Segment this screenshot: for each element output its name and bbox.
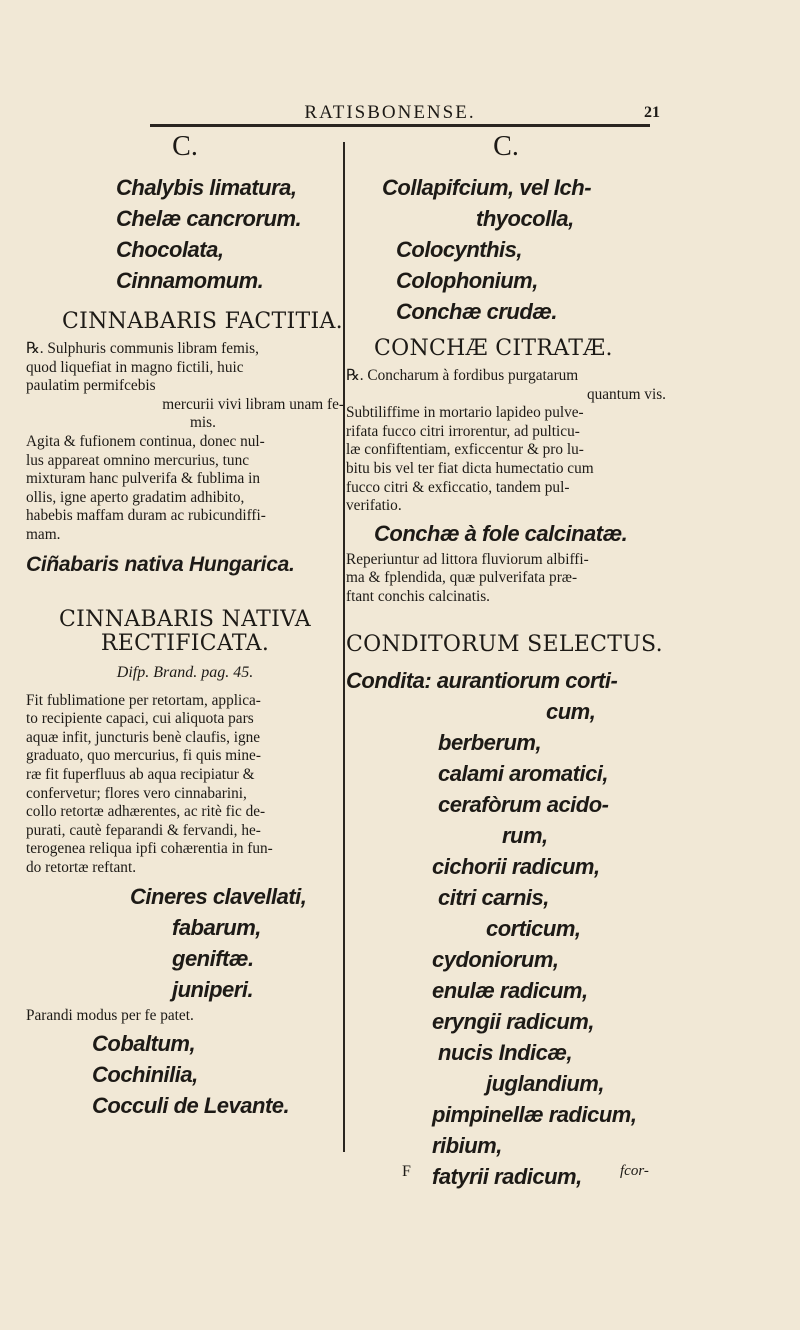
text-line: ℞. Concharum à fordibus purgatarum (346, 367, 579, 384)
text-line: quantum vis. (586, 385, 666, 403)
text-line: mam. (26, 525, 61, 543)
entry: cum, (546, 698, 596, 724)
text-line: purati, cautè feparandi & fervandi, he- (26, 821, 261, 839)
entry: cydoniorum, (432, 946, 559, 972)
entry: cichorii radicum, (432, 853, 600, 879)
right-column (346, 128, 666, 1192)
text-line: aquæ infit, juncturis benè claufis, igne (26, 728, 261, 746)
entry: fatyrii radicum, (432, 1163, 582, 1189)
entry: Cineres clavellati, (130, 884, 307, 910)
section-body (346, 367, 666, 516)
entry: fabarum, (172, 915, 261, 941)
entry: calami aromatici, (438, 760, 609, 786)
entries-group (346, 172, 666, 327)
text-line: to recipiente capaci, cui aliquota pars (26, 710, 254, 728)
entry: citri carnis, (438, 884, 549, 910)
entry: Condita: aurantiorum corti- (346, 667, 618, 693)
text-line: Fit fublimatione per retortam, applica- (26, 691, 261, 709)
section-body (26, 340, 344, 545)
entry: Cinnamomum. (116, 268, 264, 293)
entry: nucis Indicæ, (438, 1039, 573, 1065)
text-line: rifata fucco citri irrorentur, ad pulticu- (346, 422, 580, 440)
entry: ribium, (432, 1132, 502, 1158)
text-line: verifatio. (346, 497, 402, 515)
entries-group (346, 665, 666, 1192)
text-line: bitu bis vel ter fiat dicta humectatio cum (346, 459, 594, 477)
text-line: mis. (190, 414, 216, 432)
running-title: RATISBONENSE. (304, 102, 476, 123)
entry: Cochinilia, (92, 1062, 198, 1088)
section-body (26, 692, 344, 878)
text-line: paulatim permifcebis (26, 377, 156, 395)
entry: Colophonium, (396, 268, 538, 293)
source-reference: Difp. Brand. pag. 45. (116, 663, 254, 681)
entry: Chalybis limatura, (116, 175, 297, 200)
entry: eryngii radicum, (432, 1008, 594, 1034)
entry: berberum, (438, 729, 542, 755)
entry: Colocynthis, (396, 237, 523, 262)
entry: Ciñabaris nativa Hungarica. (26, 552, 295, 576)
text-line: Reperiuntur ad littora fluviorum albiffi- (346, 550, 589, 568)
entry: thyocolla, (476, 206, 574, 231)
text-line: mercurii vivi libram unam fe- (162, 395, 344, 413)
entry: Chelæ cancrorum. (116, 206, 302, 231)
text-line: mixturam hanc pulverifa & fublima in (26, 470, 261, 488)
text-line: collo retortæ adhærentes, ac ritè fic de- (26, 803, 266, 821)
text-line: do retortæ reftant. (26, 858, 137, 876)
entry: geniftæ. (172, 946, 254, 972)
entry: Cobaltum, (92, 1031, 196, 1057)
text-line: ræ fit fuperfluus ab aqua recipiatur & (26, 765, 255, 783)
entries-group (26, 881, 344, 1005)
entry: juglandium, (486, 1070, 604, 1096)
text-line: ma & fplendida, quæ pulverifata præ- (346, 569, 578, 587)
section-heading-group (26, 608, 344, 656)
section-heading: CONCHÆ CITRATÆ. (374, 336, 613, 361)
text-line: ollis, igne aperto gradatim adhibito, (26, 488, 245, 506)
section-heading: RECTIFICATA. (100, 630, 270, 656)
text-line: læ confiftentiam, exficcentur & pro lu- (346, 441, 584, 459)
text-line: Agita & fufionem continua, donec nul- (26, 432, 265, 450)
column-letter: C. (172, 131, 198, 162)
text-line: Subtiliffime in mortario lapideo pulve- (346, 404, 584, 422)
entry: Cocculi de Levante. (92, 1093, 290, 1119)
text-line: Parandi modus per fe patet. (26, 1007, 194, 1025)
text-line: quod liquefiat in magno fictili, huic (26, 358, 244, 376)
text-line: confervetur; flores vero cinnabarini, (26, 784, 247, 802)
entry: rum, (502, 822, 548, 848)
entry: pimpinellæ radicum, (432, 1101, 637, 1127)
entry: Conchæ à fole calcinatæ. (374, 520, 628, 546)
page-number: 21 (644, 104, 660, 121)
text-line: lus appareat omnino mercurius, tunc (26, 451, 250, 469)
left-column (26, 128, 344, 1121)
entry: juniperi. (172, 977, 254, 1003)
text-line: graduato, quo mercurius, fi quis mine- (26, 747, 261, 765)
text-line: fucco citri & exficcatio, tandem pul- (346, 478, 570, 496)
column-letter: C. (493, 131, 519, 162)
entry: enulæ radicum, (432, 977, 588, 1003)
entry: Chocolata, (116, 237, 224, 262)
header-rule (150, 124, 650, 127)
section-heading: CINNABARIS FACTITIA. (62, 309, 343, 334)
entries-group (92, 1028, 344, 1121)
entry: cerafòrum acido- (438, 791, 609, 817)
section-heading: CONDITORUM SELECTUS. (346, 631, 663, 657)
catchword: fcor- (620, 1163, 649, 1179)
entries-group (116, 172, 344, 296)
text-line: terogenea reliqua ipfi cohærentia in fun- (26, 840, 273, 858)
section-heading: CINNABARIS NATIVA (59, 606, 311, 632)
page-header (150, 102, 660, 126)
section-body (346, 551, 666, 607)
entry: Collapifcium, vel Ich- (382, 175, 592, 200)
entry: corticum, (486, 915, 581, 941)
text-line: ℞. Sulphuris communis libram femis, (26, 340, 259, 357)
signature-mark: F (402, 1163, 411, 1180)
text-line: habebis maffam duram ac rubicundiffi- (26, 507, 266, 525)
text-line: ftant conchis calcinatis. (346, 587, 490, 605)
entry: Conchæ crudæ. (396, 299, 557, 324)
